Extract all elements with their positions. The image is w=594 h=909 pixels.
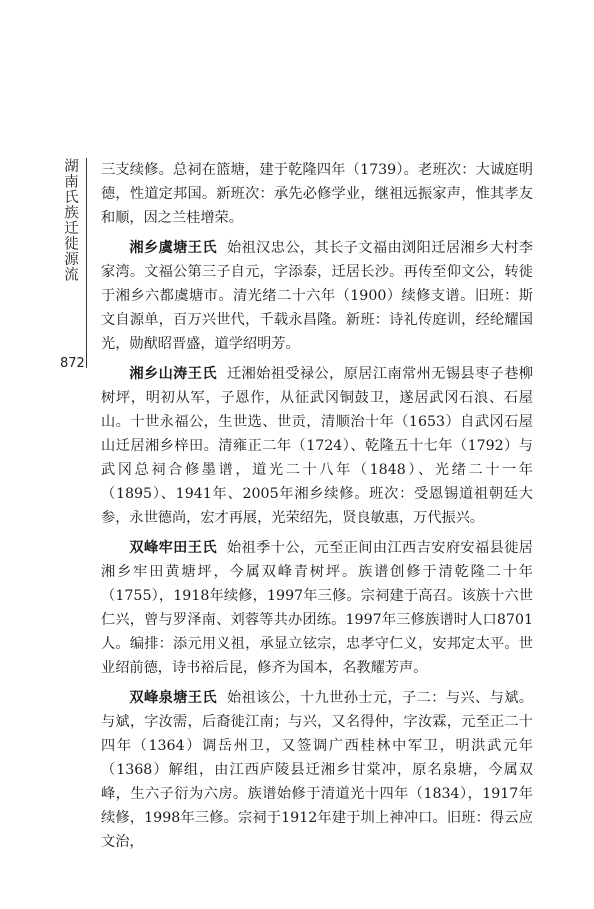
clan-entry xyxy=(101,536,533,680)
clan-entry xyxy=(101,362,533,530)
intro-paragraph: 三支续修。总祠在篮塘，建于乾隆四年（1739）。老班次：大诚庭明德，性道定邦国。新班次：承先必修学业，继祖远振家声，惟其孝友和顺，因之兰桂增荣。 xyxy=(101,162,533,226)
clan-name: 湘乡虞塘王氏 xyxy=(129,240,217,256)
clan-description: 迁湘始祖受禄公，原居江南常州无锡县枣子巷柳树坪，明初从军，子恩作，从征武冈铜鼓卫，遂居武冈石浪、石屋山。十世永福公，生世选、世贡，清顺治十年（1653）自武冈石屋山迁居湘乡梓田。清雍正二年（1724）、乾隆五十七年（1792）与武冈总祠合修墨谱，道光二十八年（1848）、光绪二十一年（1895）、1941年、2005年湘乡续修。班次：受恩锡道祖朝廷大参，永世德尚，宏才再展，光荣绍先，贤良敏惠，万代振兴。 xyxy=(101,366,533,526)
running-header: 湖南氏族迁徙源流 xyxy=(62,158,78,282)
clan-description: 始祖季十公，元至正间由江西吉安府安福县徙居湘乡牢田黄塘坪，今属双峰青树坪。族谱创修于清乾隆二十年（1755），1918年续修，1997年三修。宗祠建于高召。该族十六世仁兴，曾与罗泽南、刘蓉等共办团练。1997年三修族谱时人口8701人。编排：添元用义祖，承显立铉宗，忠孝守仁义，安邦定太平。世业绍前德，诗书裕后昆，修齐为国本，名教耀芳声。 xyxy=(101,540,533,676)
clan-name: 双峰牢田王氏 xyxy=(129,540,217,556)
clan-name: 双峰泉塘王氏 xyxy=(129,690,217,706)
clan-entry xyxy=(101,236,533,356)
page-number: 872 xyxy=(60,356,85,371)
body-text xyxy=(101,158,533,854)
clan-name: 湘乡山涛王氏 xyxy=(129,366,217,382)
clan-description: 始祖该公，十九世孙士元，子二：与兴、与斌。与斌，字汝需，后裔徙江南；与兴，又名得仲，字汝霖，元至正二十四年（1364）调岳州卫，又签调广西桂林中军卫，明洪武元年（1368）解组，由江西庐陵县迁湘乡甘棠冲，原名泉塘，今属双峰，生六子衍为六房。族谱始修于清道光十四年（1834），1917年续修，1998年三修。宗祠于1912年建于圳上神冲口。旧班：得云应文治， xyxy=(101,690,533,850)
margin-divider xyxy=(86,158,87,368)
clan-entry xyxy=(101,686,533,854)
clan-description: 始祖汉忠公，其长子文福由浏阳迁居湘乡大村李家湾。文福公第三子自元，字添泰，迁居长沙。再传至仰文公，转徙于湘乡六都虞塘市。清光绪二十六年（1900）续修支谱。旧班：斯文自源单，百万兴世代，千载永昌隆。新班：诗礼传庭训，经纶耀国光，勋猷昭晋盛，道学绍明芳。 xyxy=(101,240,533,352)
